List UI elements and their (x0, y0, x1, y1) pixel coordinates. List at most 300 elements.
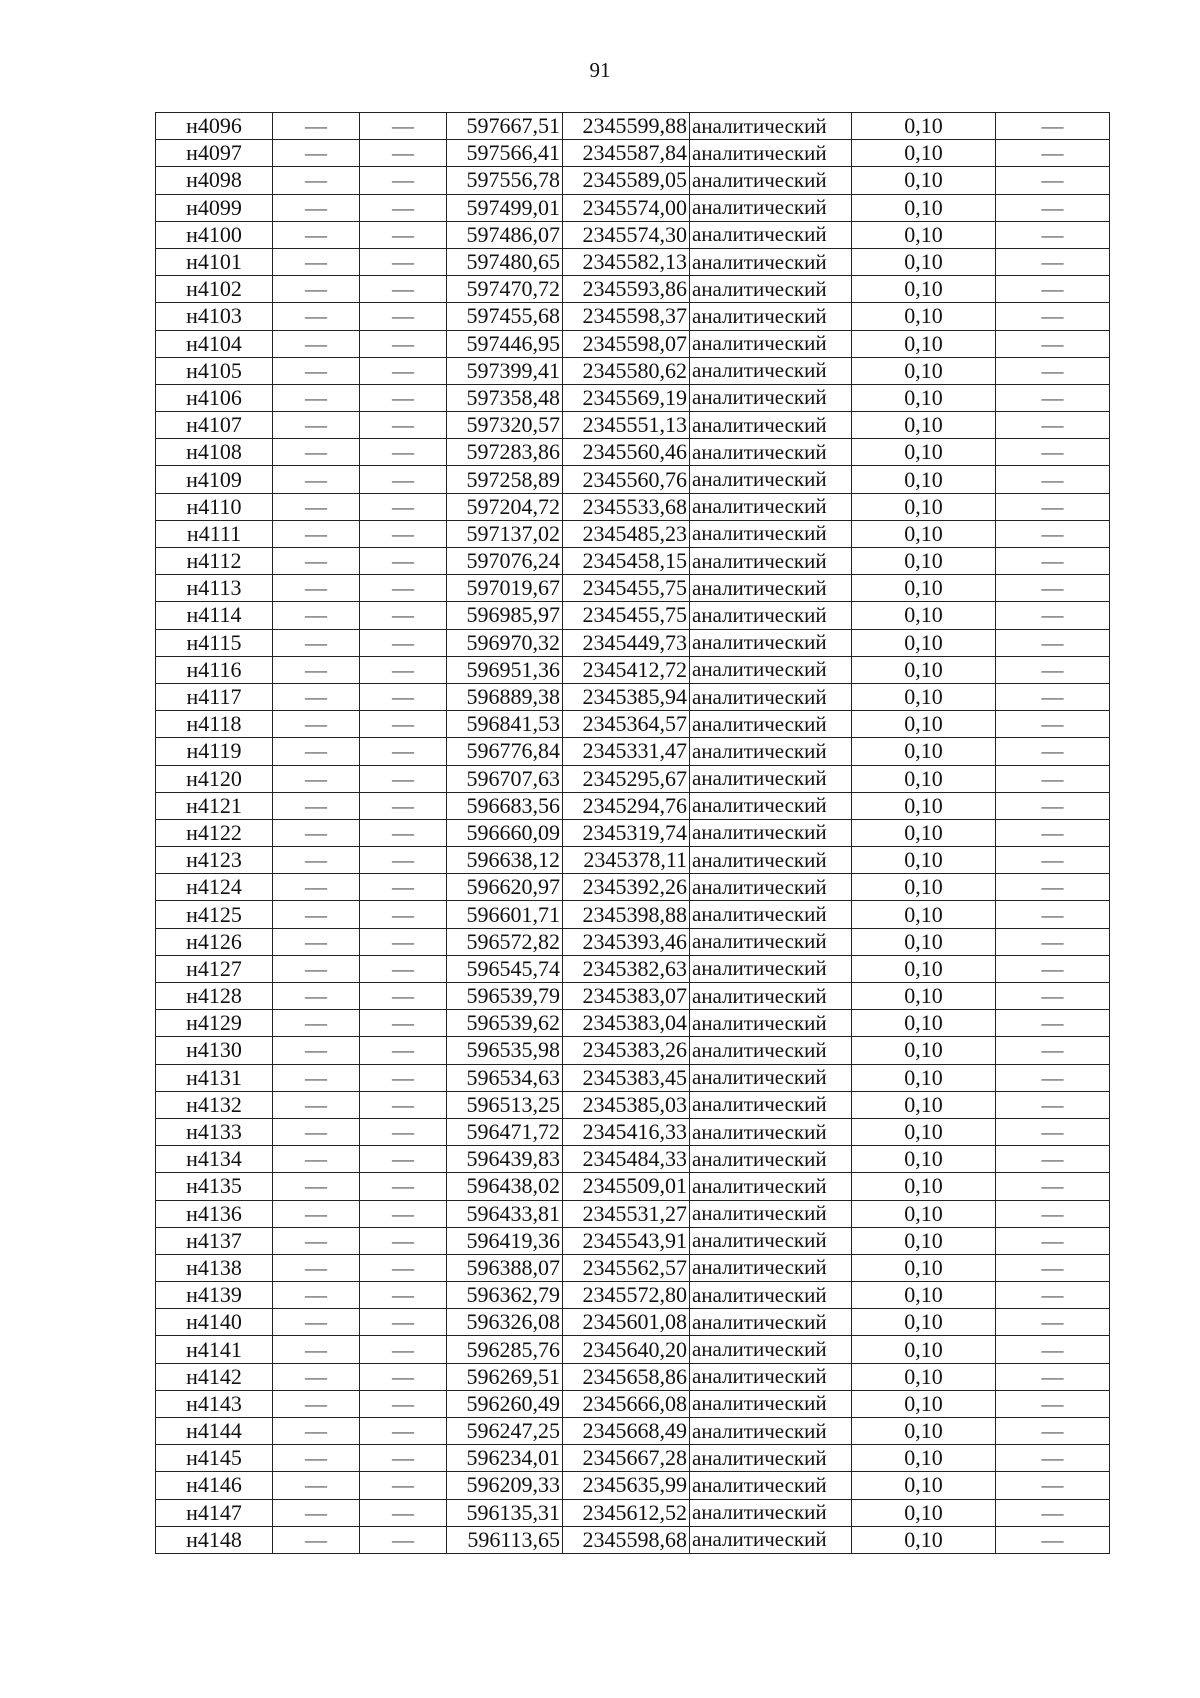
empty-value-cell: — (273, 1363, 360, 1390)
x-coordinate-cell: 596113,65 (447, 1526, 563, 1553)
y-coordinate-cell: 2345593,86 (563, 276, 690, 303)
empty-value-cell: — (996, 113, 1110, 140)
x-coordinate-cell: 596209,33 (447, 1472, 563, 1499)
x-coordinate-cell: 596285,76 (447, 1336, 563, 1363)
y-coordinate-cell: 2345378,11 (563, 847, 690, 874)
point-name-cell: н4134 (156, 1146, 273, 1173)
empty-value-cell: — (360, 602, 447, 629)
empty-value-cell: — (360, 1146, 447, 1173)
method-cell: аналитический (690, 1472, 852, 1499)
empty-value-cell: — (360, 683, 447, 710)
point-name-cell: н4139 (156, 1282, 273, 1309)
accuracy-cell: 0,10 (852, 412, 996, 439)
accuracy-cell: 0,10 (852, 1037, 996, 1064)
point-name-cell: н4103 (156, 303, 273, 330)
method-cell: аналитический (690, 602, 852, 629)
point-name-cell: н4102 (156, 276, 273, 303)
accuracy-cell: 0,10 (852, 548, 996, 575)
y-coordinate-cell: 2345385,94 (563, 683, 690, 710)
y-coordinate-cell: 2345598,68 (563, 1526, 690, 1553)
method-cell: аналитический (690, 955, 852, 982)
x-coordinate-cell: 596260,49 (447, 1390, 563, 1417)
empty-value-cell: — (273, 874, 360, 901)
empty-value-cell: — (273, 792, 360, 819)
point-name-cell: н4128 (156, 983, 273, 1010)
x-coordinate-cell: 596247,25 (447, 1418, 563, 1445)
empty-value-cell: — (996, 711, 1110, 738)
point-name-cell: н4107 (156, 412, 273, 439)
empty-value-cell: — (360, 819, 447, 846)
y-coordinate-cell: 2345640,20 (563, 1336, 690, 1363)
point-name-cell: н4096 (156, 113, 273, 140)
table-row (156, 1200, 1110, 1227)
accuracy-cell: 0,10 (852, 330, 996, 357)
empty-value-cell: — (360, 140, 447, 167)
method-cell: аналитический (690, 1418, 852, 1445)
empty-value-cell: — (273, 384, 360, 411)
empty-value-cell: — (273, 575, 360, 602)
empty-value-cell: — (273, 439, 360, 466)
empty-value-cell: — (273, 928, 360, 955)
x-coordinate-cell: 596234,01 (447, 1445, 563, 1472)
point-name-cell: н4110 (156, 493, 273, 520)
table-row (156, 1390, 1110, 1417)
y-coordinate-cell: 2345383,07 (563, 983, 690, 1010)
x-coordinate-cell: 596419,36 (447, 1227, 563, 1254)
method-cell: аналитический (690, 303, 852, 330)
table-row (156, 629, 1110, 656)
empty-value-cell: — (996, 1499, 1110, 1526)
accuracy-cell: 0,10 (852, 738, 996, 765)
y-coordinate-cell: 2345295,67 (563, 765, 690, 792)
table-row (156, 901, 1110, 928)
method-cell: аналитический (690, 819, 852, 846)
method-cell: аналитический (690, 1336, 852, 1363)
table-row (156, 1445, 1110, 1472)
method-cell: аналитический (690, 466, 852, 493)
empty-value-cell: — (273, 1445, 360, 1472)
empty-value-cell: — (273, 983, 360, 1010)
empty-value-cell: — (996, 357, 1110, 384)
accuracy-cell: 0,10 (852, 1282, 996, 1309)
empty-value-cell: — (996, 1445, 1110, 1472)
y-coordinate-cell: 2345385,03 (563, 1091, 690, 1118)
point-name-cell: н4120 (156, 765, 273, 792)
y-coordinate-cell: 2345485,23 (563, 520, 690, 547)
method-cell: аналитический (690, 1173, 852, 1200)
point-name-cell: н4112 (156, 548, 273, 575)
empty-value-cell: — (273, 248, 360, 275)
x-coordinate-cell: 596535,98 (447, 1037, 563, 1064)
y-coordinate-cell: 2345383,45 (563, 1064, 690, 1091)
empty-value-cell: — (996, 874, 1110, 901)
empty-value-cell: — (996, 602, 1110, 629)
accuracy-cell: 0,10 (852, 113, 996, 140)
point-name-cell: н4147 (156, 1499, 273, 1526)
empty-value-cell: — (360, 357, 447, 384)
point-name-cell: н4104 (156, 330, 273, 357)
y-coordinate-cell: 2345455,75 (563, 575, 690, 602)
empty-value-cell: — (273, 629, 360, 656)
method-cell: аналитический (690, 1390, 852, 1417)
method-cell: аналитический (690, 113, 852, 140)
empty-value-cell: — (273, 167, 360, 194)
method-cell: аналитический (690, 874, 852, 901)
accuracy-cell: 0,10 (852, 520, 996, 547)
accuracy-cell: 0,10 (852, 1472, 996, 1499)
point-name-cell: н4136 (156, 1200, 273, 1227)
empty-value-cell: — (996, 520, 1110, 547)
empty-value-cell: — (273, 955, 360, 982)
empty-value-cell: — (273, 656, 360, 683)
point-name-cell: н4130 (156, 1037, 273, 1064)
empty-value-cell: — (360, 1418, 447, 1445)
empty-value-cell: — (996, 1118, 1110, 1145)
table-row (156, 167, 1110, 194)
empty-value-cell: — (360, 1309, 447, 1336)
method-cell: аналитический (690, 1200, 852, 1227)
empty-value-cell: — (360, 1037, 447, 1064)
accuracy-cell: 0,10 (852, 248, 996, 275)
y-coordinate-cell: 2345382,63 (563, 955, 690, 982)
point-name-cell: н4138 (156, 1254, 273, 1281)
empty-value-cell: — (273, 1010, 360, 1037)
empty-value-cell: — (273, 1472, 360, 1499)
table-row (156, 602, 1110, 629)
empty-value-cell: — (273, 1118, 360, 1145)
accuracy-cell: 0,10 (852, 847, 996, 874)
empty-value-cell: — (360, 1091, 447, 1118)
x-coordinate-cell: 596601,71 (447, 901, 563, 928)
method-cell: аналитический (690, 357, 852, 384)
empty-value-cell: — (273, 683, 360, 710)
point-name-cell: н4111 (156, 520, 273, 547)
accuracy-cell: 0,10 (852, 602, 996, 629)
table-row (156, 493, 1110, 520)
empty-value-cell: — (996, 276, 1110, 303)
empty-value-cell: — (360, 711, 447, 738)
method-cell: аналитический (690, 221, 852, 248)
x-coordinate-cell: 596513,25 (447, 1091, 563, 1118)
empty-value-cell: — (996, 548, 1110, 575)
y-coordinate-cell: 2345598,07 (563, 330, 690, 357)
point-name-cell: н4145 (156, 1445, 273, 1472)
method-cell: аналитический (690, 520, 852, 547)
method-cell: аналитический (690, 983, 852, 1010)
method-cell: аналитический (690, 1254, 852, 1281)
point-name-cell: н4129 (156, 1010, 273, 1037)
empty-value-cell: — (360, 1064, 447, 1091)
empty-value-cell: — (996, 1363, 1110, 1390)
x-coordinate-cell: 597446,95 (447, 330, 563, 357)
x-coordinate-cell: 596534,63 (447, 1064, 563, 1091)
empty-value-cell: — (360, 221, 447, 248)
accuracy-cell: 0,10 (852, 1091, 996, 1118)
point-name-cell: н4148 (156, 1526, 273, 1553)
method-cell: аналитический (690, 493, 852, 520)
y-coordinate-cell: 2345484,33 (563, 1146, 690, 1173)
y-coordinate-cell: 2345574,30 (563, 221, 690, 248)
method-cell: аналитический (690, 711, 852, 738)
empty-value-cell: — (273, 1146, 360, 1173)
x-coordinate-cell: 596539,79 (447, 983, 563, 1010)
accuracy-cell: 0,10 (852, 1173, 996, 1200)
empty-value-cell: — (360, 765, 447, 792)
empty-value-cell: — (360, 901, 447, 928)
x-coordinate-cell: 597480,65 (447, 248, 563, 275)
point-name-cell: н4114 (156, 602, 273, 629)
empty-value-cell: — (996, 466, 1110, 493)
table-row (156, 140, 1110, 167)
x-coordinate-cell: 596985,97 (447, 602, 563, 629)
method-cell: аналитический (690, 1227, 852, 1254)
y-coordinate-cell: 2345582,13 (563, 248, 690, 275)
y-coordinate-cell: 2345560,46 (563, 439, 690, 466)
y-coordinate-cell: 2345574,00 (563, 194, 690, 221)
x-coordinate-cell: 596660,09 (447, 819, 563, 846)
x-coordinate-cell: 596776,84 (447, 738, 563, 765)
coordinates-table (155, 112, 1110, 1554)
method-cell: аналитический (690, 928, 852, 955)
empty-value-cell: — (996, 330, 1110, 357)
empty-value-cell: — (996, 847, 1110, 874)
point-name-cell: н4141 (156, 1336, 273, 1363)
table-row (156, 412, 1110, 439)
table-row (156, 439, 1110, 466)
method-cell: аналитический (690, 1118, 852, 1145)
empty-value-cell: — (273, 1309, 360, 1336)
point-name-cell: н4131 (156, 1064, 273, 1091)
accuracy-cell: 0,10 (852, 1336, 996, 1363)
method-cell: аналитический (690, 656, 852, 683)
point-name-cell: н4124 (156, 874, 273, 901)
empty-value-cell: — (273, 1390, 360, 1417)
page-number: 91 (589, 58, 611, 82)
empty-value-cell: — (996, 1526, 1110, 1553)
empty-value-cell: — (996, 901, 1110, 928)
empty-value-cell: — (996, 140, 1110, 167)
y-coordinate-cell: 2345598,37 (563, 303, 690, 330)
empty-value-cell: — (360, 303, 447, 330)
method-cell: аналитический (690, 901, 852, 928)
y-coordinate-cell: 2345509,01 (563, 1173, 690, 1200)
y-coordinate-cell: 2345562,57 (563, 1254, 690, 1281)
empty-value-cell: — (996, 1254, 1110, 1281)
accuracy-cell: 0,10 (852, 357, 996, 384)
empty-value-cell: — (996, 575, 1110, 602)
x-coordinate-cell: 596269,51 (447, 1363, 563, 1390)
empty-value-cell: — (273, 1064, 360, 1091)
point-name-cell: н4118 (156, 711, 273, 738)
y-coordinate-cell: 2345331,47 (563, 738, 690, 765)
accuracy-cell: 0,10 (852, 1118, 996, 1145)
table-row (156, 1309, 1110, 1336)
method-cell: аналитический (690, 1526, 852, 1553)
point-name-cell: н4121 (156, 792, 273, 819)
empty-value-cell: — (996, 1418, 1110, 1445)
table-row (156, 384, 1110, 411)
point-name-cell: н4108 (156, 439, 273, 466)
point-name-cell: н4132 (156, 1091, 273, 1118)
empty-value-cell: — (273, 493, 360, 520)
empty-value-cell: — (360, 792, 447, 819)
point-name-cell: н4101 (156, 248, 273, 275)
empty-value-cell: — (273, 901, 360, 928)
empty-value-cell: — (360, 1010, 447, 1037)
accuracy-cell: 0,10 (852, 1445, 996, 1472)
empty-value-cell: — (360, 330, 447, 357)
table-row (156, 1064, 1110, 1091)
x-coordinate-cell: 597320,57 (447, 412, 563, 439)
empty-value-cell: — (273, 466, 360, 493)
accuracy-cell: 0,10 (852, 1200, 996, 1227)
accuracy-cell: 0,10 (852, 1064, 996, 1091)
table-row (156, 1499, 1110, 1526)
empty-value-cell: — (996, 303, 1110, 330)
x-coordinate-cell: 597076,24 (447, 548, 563, 575)
empty-value-cell: — (360, 928, 447, 955)
empty-value-cell: — (273, 357, 360, 384)
table-row (156, 548, 1110, 575)
y-coordinate-cell: 2345416,33 (563, 1118, 690, 1145)
point-name-cell: н4127 (156, 955, 273, 982)
point-name-cell: н4137 (156, 1227, 273, 1254)
method-cell: аналитический (690, 330, 852, 357)
empty-value-cell: — (273, 140, 360, 167)
y-coordinate-cell: 2345458,15 (563, 548, 690, 575)
empty-value-cell: — (273, 602, 360, 629)
table-row (156, 113, 1110, 140)
y-coordinate-cell: 2345294,76 (563, 792, 690, 819)
x-coordinate-cell: 596638,12 (447, 847, 563, 874)
method-cell: аналитический (690, 384, 852, 411)
point-name-cell: н4099 (156, 194, 273, 221)
accuracy-cell: 0,10 (852, 792, 996, 819)
point-name-cell: н4123 (156, 847, 273, 874)
empty-value-cell: — (273, 303, 360, 330)
empty-value-cell: — (996, 1064, 1110, 1091)
point-name-cell: н4097 (156, 140, 273, 167)
x-coordinate-cell: 597137,02 (447, 520, 563, 547)
accuracy-cell: 0,10 (852, 874, 996, 901)
empty-value-cell: — (360, 520, 447, 547)
table-row (156, 738, 1110, 765)
x-coordinate-cell: 597258,89 (447, 466, 563, 493)
empty-value-cell: — (996, 1336, 1110, 1363)
empty-value-cell: — (996, 1472, 1110, 1499)
table-row (156, 194, 1110, 221)
y-coordinate-cell: 2345551,13 (563, 412, 690, 439)
accuracy-cell: 0,10 (852, 983, 996, 1010)
empty-value-cell: — (360, 955, 447, 982)
empty-value-cell: — (996, 1010, 1110, 1037)
table-row (156, 1336, 1110, 1363)
accuracy-cell: 0,10 (852, 493, 996, 520)
empty-value-cell: — (360, 276, 447, 303)
accuracy-cell: 0,10 (852, 1146, 996, 1173)
empty-value-cell: — (996, 683, 1110, 710)
empty-value-cell: — (996, 221, 1110, 248)
table-row (156, 656, 1110, 683)
accuracy-cell: 0,10 (852, 765, 996, 792)
empty-value-cell: — (360, 248, 447, 275)
empty-value-cell: — (360, 1227, 447, 1254)
empty-value-cell: — (360, 412, 447, 439)
accuracy-cell: 0,10 (852, 575, 996, 602)
method-cell: аналитический (690, 629, 852, 656)
empty-value-cell: — (996, 167, 1110, 194)
empty-value-cell: — (273, 1499, 360, 1526)
empty-value-cell: — (996, 493, 1110, 520)
point-name-cell: н4113 (156, 575, 273, 602)
x-coordinate-cell: 596326,08 (447, 1309, 563, 1336)
empty-value-cell: — (273, 1336, 360, 1363)
empty-value-cell: — (996, 1091, 1110, 1118)
empty-value-cell: — (273, 1091, 360, 1118)
empty-value-cell: — (996, 384, 1110, 411)
table-row (156, 928, 1110, 955)
x-coordinate-cell: 596970,32 (447, 629, 563, 656)
table-row (156, 683, 1110, 710)
empty-value-cell: — (360, 1173, 447, 1200)
empty-value-cell: — (360, 629, 447, 656)
empty-value-cell: — (996, 1227, 1110, 1254)
x-coordinate-cell: 597019,67 (447, 575, 563, 602)
empty-value-cell: — (360, 1472, 447, 1499)
y-coordinate-cell: 2345393,46 (563, 928, 690, 955)
empty-value-cell: — (360, 1526, 447, 1553)
method-cell: аналитический (690, 738, 852, 765)
x-coordinate-cell: 597486,07 (447, 221, 563, 248)
table-row (156, 276, 1110, 303)
table-row (156, 1282, 1110, 1309)
empty-value-cell: — (360, 384, 447, 411)
empty-value-cell: — (996, 955, 1110, 982)
table-row (156, 1227, 1110, 1254)
x-coordinate-cell: 596683,56 (447, 792, 563, 819)
point-name-cell: н4106 (156, 384, 273, 411)
table-row (156, 248, 1110, 275)
y-coordinate-cell: 2345543,91 (563, 1227, 690, 1254)
empty-value-cell: — (996, 439, 1110, 466)
accuracy-cell: 0,10 (852, 656, 996, 683)
table-row (156, 1254, 1110, 1281)
empty-value-cell: — (996, 983, 1110, 1010)
empty-value-cell: — (996, 1390, 1110, 1417)
x-coordinate-cell: 597556,78 (447, 167, 563, 194)
method-cell: аналитический (690, 1445, 852, 1472)
table-row (156, 955, 1110, 982)
empty-value-cell: — (273, 520, 360, 547)
table-body (156, 113, 1110, 1554)
empty-value-cell: — (273, 765, 360, 792)
empty-value-cell: — (360, 194, 447, 221)
empty-value-cell: — (996, 1173, 1110, 1200)
accuracy-cell: 0,10 (852, 711, 996, 738)
empty-value-cell: — (360, 1445, 447, 1472)
point-name-cell: н4105 (156, 357, 273, 384)
empty-value-cell: — (360, 1499, 447, 1526)
empty-value-cell: — (360, 113, 447, 140)
table-row (156, 520, 1110, 547)
accuracy-cell: 0,10 (852, 1010, 996, 1037)
y-coordinate-cell: 2345635,99 (563, 1472, 690, 1499)
x-coordinate-cell: 596433,81 (447, 1200, 563, 1227)
table-row (156, 983, 1110, 1010)
empty-value-cell: — (360, 439, 447, 466)
table-row (156, 819, 1110, 846)
y-coordinate-cell: 2345580,62 (563, 357, 690, 384)
